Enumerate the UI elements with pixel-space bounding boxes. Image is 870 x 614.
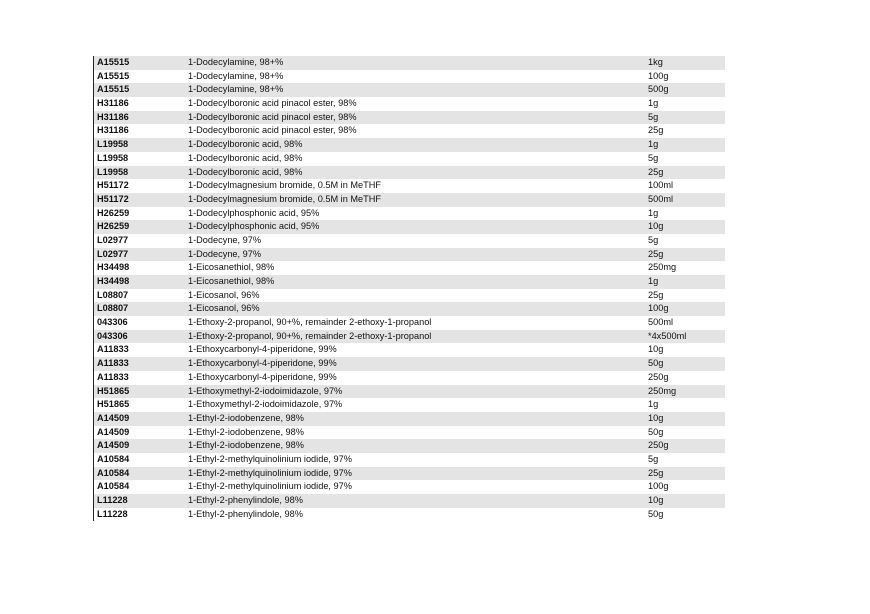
- pack-size-cell: 500ml: [648, 317, 674, 328]
- catalog-number-cell: A11833: [97, 371, 129, 382]
- description-cell: 1-Ethyl-2-phenylindole, 98%: [188, 495, 303, 505]
- catalog-number-cell: L11228: [97, 495, 128, 505]
- description-cell: 1-Dodecylboronic acid, 98%: [188, 139, 303, 150]
- catalog-number-cell: H34498: [97, 276, 130, 286]
- table-row: [94, 111, 725, 125]
- catalog-number-cell: A15515: [97, 57, 130, 67]
- table-row: [94, 357, 725, 371]
- catalog-number-cell: H51172: [97, 193, 129, 204]
- catalog-number-cell: A10584: [97, 467, 130, 478]
- description-cell: 1-Ethyl-2-iodobenzene, 98%: [188, 426, 304, 437]
- table-row: [94, 343, 725, 357]
- table-row: [94, 124, 725, 138]
- pack-size-cell: 100g: [648, 481, 669, 492]
- table-row: [94, 70, 725, 84]
- description-cell: 1-Ethyl-2-methylquinolinium iodide, 97%: [188, 453, 352, 464]
- pack-size-cell: 250g: [648, 440, 669, 451]
- table-row: [94, 398, 725, 412]
- description-cell: 1-Dodecylboronic acid, 98%: [188, 152, 303, 163]
- table-row: [94, 207, 725, 221]
- description-cell: 1-Dodecylmagnesium bromide, 0.5M in MeTHF: [188, 180, 382, 191]
- catalog-number-cell: L19958: [97, 139, 129, 150]
- pack-size-cell: 25g: [648, 125, 664, 136]
- description-cell: 1-Ethyl-2-iodobenzene, 98%: [188, 412, 304, 423]
- table-row: [94, 248, 725, 262]
- catalog-number-cell: H34498: [97, 262, 130, 273]
- description-cell: 1-Dodecylphosphonic acid, 95%: [188, 207, 320, 218]
- description-cell: 1-Dodecylmagnesium bromide, 0.5M in MeTHF: [188, 193, 382, 204]
- description-cell: 1-Dodecyne, 97%: [188, 234, 262, 245]
- table-row: [94, 138, 725, 152]
- pack-size-cell: 500g: [648, 84, 669, 95]
- pack-size-cell: 25g: [648, 166, 664, 177]
- pack-size-cell: 10g: [648, 344, 664, 355]
- pack-size-cell: 100ml: [648, 180, 674, 191]
- table-row: [94, 371, 725, 385]
- catalog-number-cell: 043306: [97, 317, 128, 328]
- description-cell: 1-Ethoxycarbonyl-4-piperidone, 99%: [188, 358, 337, 369]
- description-cell: 1-Ethyl-2-iodobenzene, 98%: [188, 440, 304, 451]
- description-cell: 1-Ethoxy-2-propanol, 90+%, remainder 2-ethoxy-1-propanol: [188, 330, 432, 341]
- catalog-number-cell: A14509: [97, 426, 130, 437]
- table-row: [94, 467, 725, 481]
- catalog-number-cell: L02977: [97, 248, 129, 259]
- table-row: [94, 302, 725, 316]
- pack-size-cell: 50g: [648, 508, 664, 519]
- catalog-number-cell: H31186: [97, 125, 129, 136]
- catalog-number-cell: A10584: [97, 453, 130, 464]
- description-cell: 1-Dodecylamine, 98+%: [188, 84, 284, 95]
- catalog-number-cell: A11833: [97, 358, 129, 369]
- table-row: [94, 234, 725, 248]
- pack-size-cell: 1g: [648, 399, 659, 410]
- table-row: [94, 330, 725, 344]
- catalog-number-cell: A15515: [97, 70, 130, 81]
- description-cell: 1-Eicosanethiol, 98%: [188, 262, 275, 273]
- catalog-number-cell: H26259: [97, 207, 130, 218]
- description-cell: 1-Dodecylboronic acid, 98%: [188, 166, 303, 177]
- description-cell: 1-Eicosanethiol, 98%: [188, 276, 275, 286]
- table-row: [94, 97, 725, 111]
- pack-size-cell: 5g: [648, 111, 659, 122]
- catalog-number-cell: A14509: [97, 412, 130, 423]
- pack-size-cell: 25g: [648, 248, 664, 259]
- pack-size-cell: 10g: [648, 221, 664, 232]
- table-row: [94, 412, 725, 426]
- description-cell: 1-Ethoxymethyl-2-iodoimidazole, 97%: [188, 399, 343, 410]
- description-cell: 1-Dodecylboronic acid pinacol ester, 98%: [188, 98, 357, 109]
- pack-size-cell: 10g: [648, 412, 664, 423]
- table-row: [94, 152, 725, 166]
- table-row: [94, 385, 725, 399]
- pack-size-cell: 25g: [648, 289, 664, 300]
- description-cell: 1-Ethoxycarbonyl-4-piperidone, 99%: [188, 371, 337, 382]
- catalog-number-cell: A10584: [97, 481, 130, 492]
- catalog-number-cell: L08807: [97, 303, 129, 314]
- pack-size-cell: 250mg: [648, 385, 677, 396]
- catalog-number-cell: L11228: [97, 508, 128, 519]
- description-cell: 1-Dodecylboronic acid pinacol ester, 98%: [188, 111, 357, 122]
- pack-size-cell: *4x500ml: [648, 330, 687, 341]
- description-cell: 1-Ethoxy-2-propanol, 90+%, remainder 2-ethoxy-1-propanol: [188, 317, 432, 328]
- pack-size-cell: 5g: [648, 234, 659, 245]
- catalog-number-cell: L19958: [97, 152, 129, 163]
- description-cell: 1-Ethyl-2-methylquinolinium iodide, 97%: [188, 481, 352, 492]
- catalog-number-cell: A11833: [97, 344, 129, 355]
- pack-size-cell: 1g: [648, 139, 659, 150]
- description-cell: 1-Eicosanol, 96%: [188, 303, 260, 314]
- description-cell: 1-Dodecylboronic acid pinacol ester, 98%: [188, 125, 357, 136]
- table-row: [94, 316, 725, 330]
- catalog-number-cell: L02977: [97, 234, 129, 245]
- table-row: [94, 166, 725, 180]
- table-row: [94, 508, 725, 522]
- catalog-number-cell: H51172: [97, 180, 129, 191]
- pack-size-cell: 250mg: [648, 262, 677, 273]
- description-cell: 1-Ethyl-2-methylquinolinium iodide, 97%: [188, 467, 352, 478]
- table-row: [94, 289, 725, 303]
- catalog-number-cell: H26259: [97, 221, 130, 232]
- pack-size-cell: 1g: [648, 276, 659, 286]
- catalog-number-cell: L08807: [97, 289, 129, 300]
- pack-size-cell: 50g: [648, 358, 664, 369]
- pack-size-cell: 500ml: [648, 193, 674, 204]
- catalog-number-cell: A15515: [97, 84, 130, 95]
- pack-size-cell: 1kg: [648, 57, 663, 67]
- table-row: [94, 275, 725, 289]
- table-row: [94, 439, 725, 453]
- table-row: [94, 494, 725, 508]
- table-row: [94, 261, 725, 275]
- catalog-number-cell: H31186: [97, 98, 129, 109]
- pack-size-cell: 250g: [648, 371, 669, 382]
- catalog-number-cell: A14509: [97, 440, 130, 451]
- pack-size-cell: 100g: [648, 303, 669, 314]
- description-cell: 1-Ethoxymethyl-2-iodoimidazole, 97%: [188, 385, 343, 396]
- table-row: [94, 193, 725, 207]
- catalog-number-cell: L19958: [97, 166, 129, 177]
- catalog-number-cell: H51865: [97, 399, 130, 410]
- table-row: [94, 453, 725, 467]
- pack-size-cell: 25g: [648, 467, 664, 478]
- pack-size-cell: 5g: [648, 152, 659, 163]
- table-row: [94, 179, 725, 193]
- description-cell: 1-Ethyl-2-phenylindole, 98%: [188, 508, 303, 519]
- catalog-number-cell: H51865: [97, 385, 130, 396]
- table-row: [94, 56, 725, 70]
- description-cell: 1-Dodecylamine, 98+%: [188, 70, 284, 81]
- pack-size-cell: 100g: [648, 70, 669, 81]
- catalog-number-cell: 043306: [97, 330, 128, 341]
- pack-size-cell: 1g: [648, 207, 659, 218]
- description-cell: 1-Dodecylphosphonic acid, 95%: [188, 221, 320, 232]
- table-row: [94, 426, 725, 440]
- table-row: [94, 220, 725, 234]
- product-table: [93, 56, 725, 521]
- table-row: [94, 480, 725, 494]
- table-row: [94, 83, 725, 97]
- pack-size-cell: 1g: [648, 98, 659, 109]
- description-cell: 1-Eicosanol, 96%: [188, 289, 260, 300]
- catalog-number-cell: H31186: [97, 111, 129, 122]
- description-cell: 1-Ethoxycarbonyl-4-piperidone, 99%: [188, 344, 337, 355]
- pack-size-cell: 10g: [648, 495, 664, 505]
- pack-size-cell: 50g: [648, 426, 664, 437]
- description-cell: 1-Dodecyne, 97%: [188, 248, 262, 259]
- pack-size-cell: 5g: [648, 453, 659, 464]
- description-cell: 1-Dodecylamine, 98+%: [188, 57, 284, 67]
